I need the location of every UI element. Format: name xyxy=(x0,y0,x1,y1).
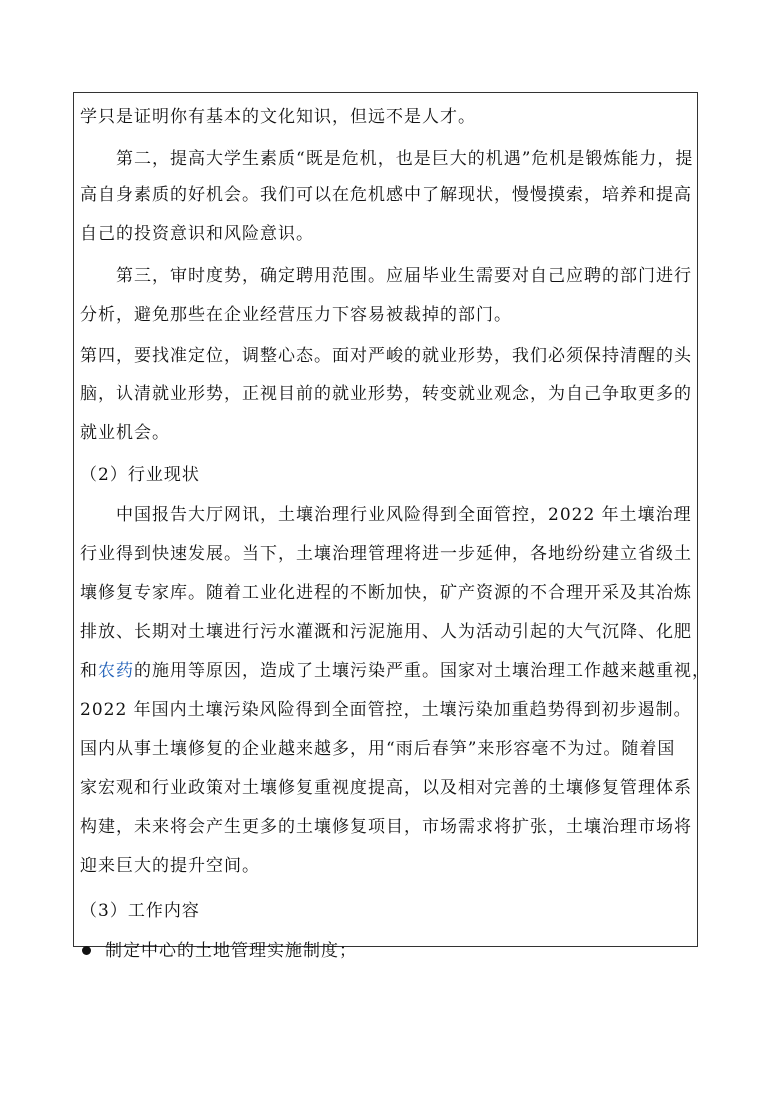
text-line: 壤修复专家库。随着工业化进程的不断加快，矿产资源的不合理开采及其冶炼 xyxy=(80,583,692,603)
text-line: 分析，避免那些在企业经营压力下容易被裁掉的部门。 xyxy=(80,305,512,325)
text-line: 中国报告大厅网讯，土壤治理行业风险得到全面管控，2022 年土壤治理 xyxy=(116,505,692,525)
text-line: 2022 年国内土壤污染风险得到全面管控，土壤污染加重趋势得到初步遏制。 xyxy=(80,700,692,720)
section-heading: （3）工作内容 xyxy=(80,901,200,921)
bullet-item xyxy=(80,941,357,962)
text-line-with-link xyxy=(80,661,710,682)
text-line: 第四，要找准定位，调整心态。面对严峻的就业形势，我们必须保持清醒的头 xyxy=(80,346,692,366)
text-line: 行业得到快速发展。当下，土壤治理管理将进一步延伸，各地纷纷建立省级土 xyxy=(80,544,692,564)
text-segment: 的施用等原因，造成了土壤污染严重。国家对土壤治理工作越来越重视， xyxy=(134,661,710,681)
text-line: 第三，审时度势，确定聘用范围。应届毕业生需要对自己应聘的部门进行 xyxy=(116,266,692,286)
text-line: 学只是证明你有基本的文化知识，但远不是人才。 xyxy=(80,107,476,127)
bullet-icon xyxy=(82,946,91,955)
text-line: 第二，提高大学生素质“既是危机，也是巨大的机遇”危机是锻炼能力，提 xyxy=(116,149,694,169)
text-line: 脑，认清就业形势，正视目前的就业形势，转变就业观念，为自己争取更多的 xyxy=(80,384,692,404)
text-line: 构建，未来将会产生更多的土壤修复项目，市场需求将扩张，土壤治理市场将 xyxy=(80,817,692,837)
text-line: 国内从事土壤修复的企业越来越多，用“雨后春笋”来形容毫不为过。随着国 xyxy=(80,739,676,759)
pesticide-link[interactable]: 农药 xyxy=(98,661,134,681)
section-heading: （2）行业现状 xyxy=(80,465,200,485)
text-line: 排放、长期对土壤进行污水灌溉和污泥施用、人为活动引起的大气沉降、化肥 xyxy=(80,622,692,642)
text-line: 家宏观和行业政策对土壤修复重视度提高，以及相对完善的土壤修复管理体系 xyxy=(80,778,692,798)
text-line: 就业机会。 xyxy=(80,423,170,443)
text-line: 高自身素质的好机会。我们可以在危机感中了解现状，慢慢摸索，培养和提高 xyxy=(80,185,692,205)
text-segment: 和 xyxy=(80,661,98,681)
text-line: 迎来巨大的提升空间。 xyxy=(80,856,260,876)
text-line: 自己的投资意识和风险意识。 xyxy=(80,224,314,244)
bullet-text: 制定中心的土地管理实施制度； xyxy=(105,941,357,961)
